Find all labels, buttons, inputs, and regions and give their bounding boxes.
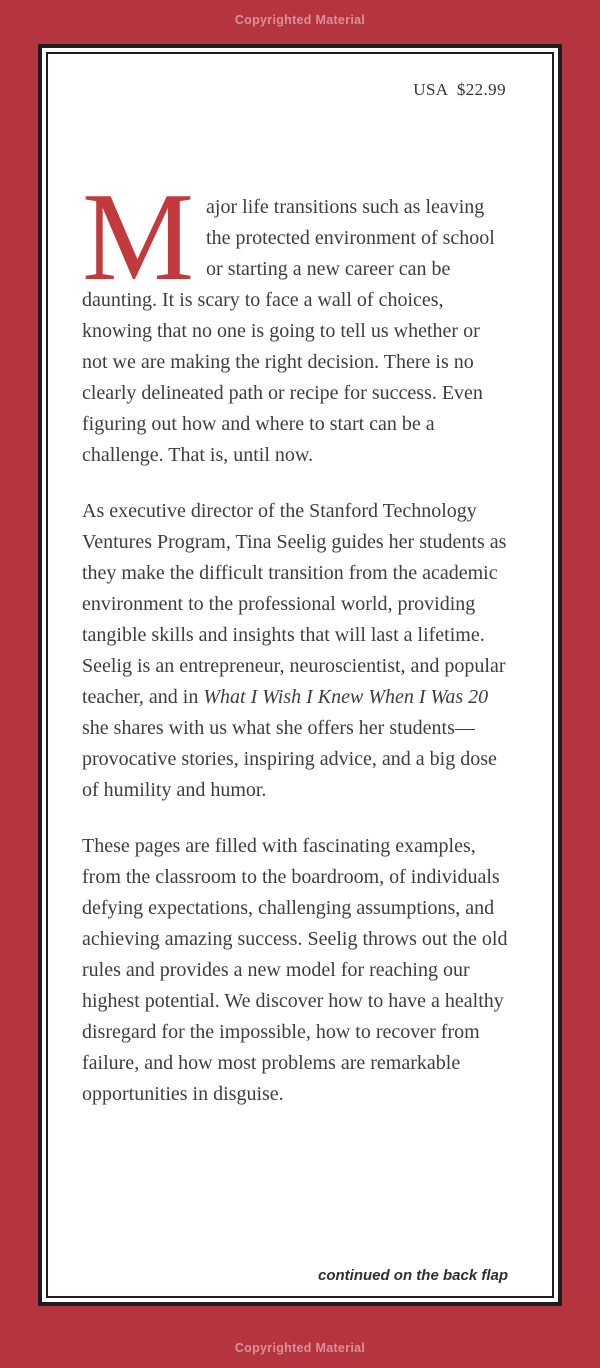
body-text: As executive director of the Stanford Technology Ventures Program, Tina Seelig guides her students as they make the difficult transition from the academic environment to the professional world, providing tangible skills and insights that will last a lifetime. Seelig is an entrepreneur, neuroscientist, and popular teacher, and in <box>82 500 507 708</box>
flap-paragraphs <box>82 168 508 1110</box>
flap-paragraph <box>82 831 508 1110</box>
copyright-banner-bottom: Copyrighted Material <box>234 1341 366 1355</box>
body-text: These pages are filled with fascinating examples, from the classroom to the boardroom, of individuals defying expectations, challenging assumptions, and achieving amazing success. Seelig throws out the old rules and provides a new model for reaching our highest potential. We discover how to have a healthy disregard for the impossible, how to recover from failure, and how most problems are remarkable opportunities in disguise. <box>82 835 508 1105</box>
body-text: ajor life transitions such as leaving the protected environment of school or starting a new career can be daunting. It is scary to face a wall of choices, knowing that no one is going to tell us whether or not we are making the right decision. There is no clearly delineated path or recipe for success. Even figuring out how and where to start can be a challenge. That is, until now. <box>82 196 495 466</box>
copyright-banner-top: Copyrighted Material <box>234 13 366 27</box>
body-text: she shares with us what she offers her students—provocative stories, inspiring advice, and a big dose of humility and humor. <box>82 717 497 801</box>
continued-note: continued on the back flap <box>317 1267 508 1284</box>
flap-panel-inner-frame <box>46 52 554 1298</box>
drop-cap: M <box>82 168 195 307</box>
price-label: USA $22.99 <box>413 80 506 99</box>
flap-paragraph <box>82 496 508 806</box>
flap-paragraph <box>82 168 508 471</box>
flap-panel <box>38 44 562 1306</box>
book-title-italic: What I Wish I Knew When I Was 20 <box>203 686 489 708</box>
